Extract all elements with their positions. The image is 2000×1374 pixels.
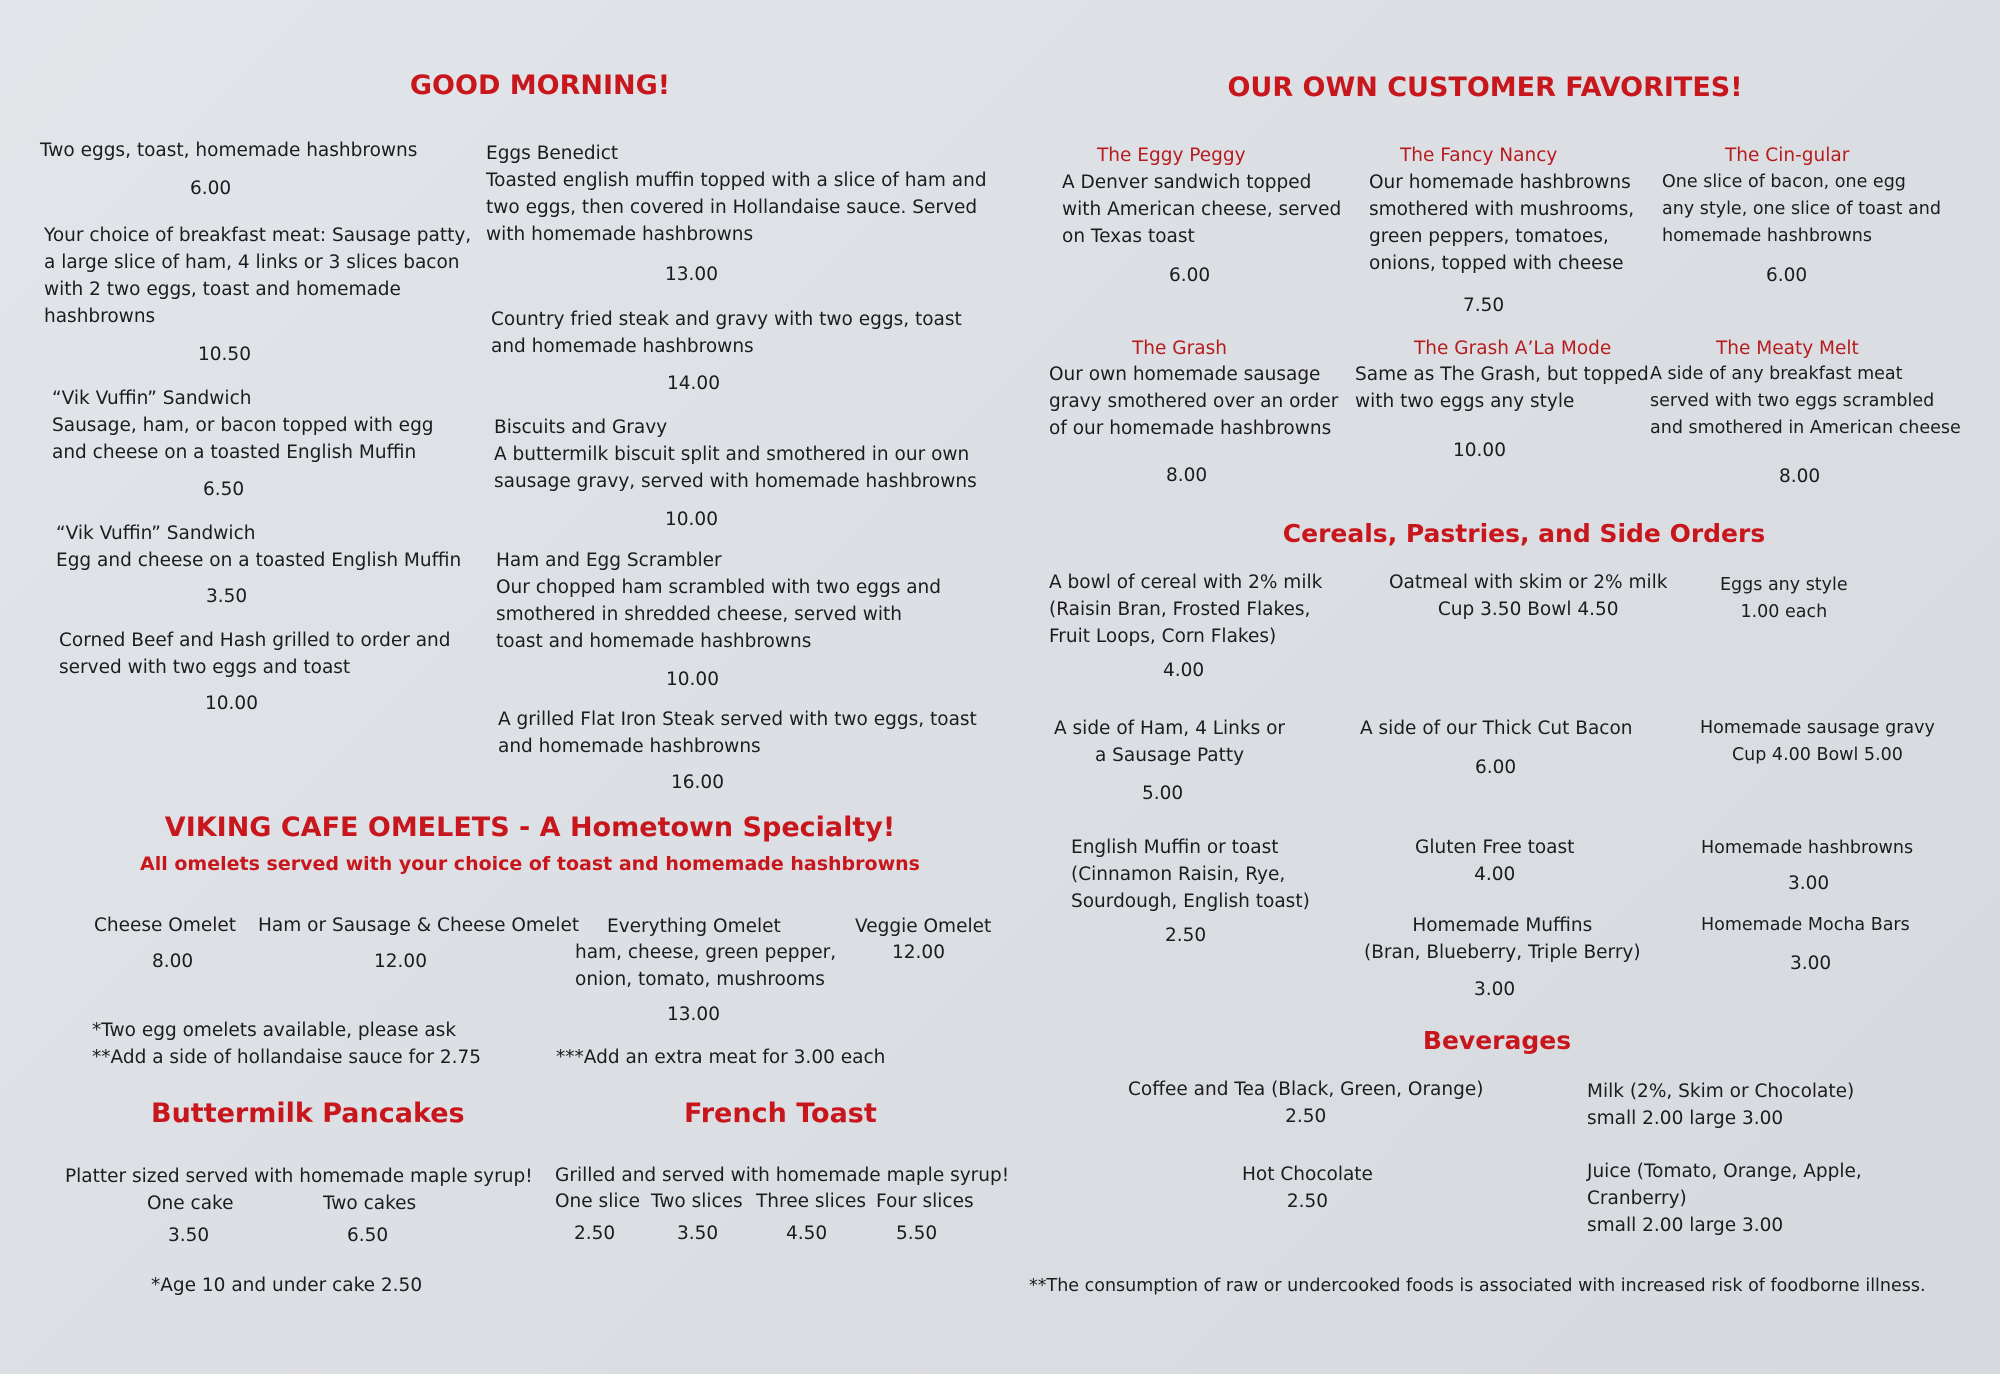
favorite-desc: A Denver sandwich topped with American cheese, served on Texas toast (1062, 172, 1342, 247)
omelet-note: *Two egg omelets available, please ask **Add a side of hollandaise sauce for 2.75 (92, 1020, 482, 1068)
omelets-subtitle: All omelets served with your choice of toast and homemade hashbrowns (140, 853, 920, 875)
menu-item-price: 16.00 (671, 772, 724, 793)
french-toast-option-price: 4.50 (786, 1223, 828, 1244)
menu-item-price: 14.00 (667, 373, 720, 394)
omelet-name: Veggie Omelet (855, 916, 992, 937)
side-desc: A bowl of cereal with 2% milk (Raisin Bran, Frosted Flakes, Fruit Loops, Corn Flakes) (1049, 572, 1323, 647)
menu-item-price: 10.00 (666, 669, 719, 690)
favorite-price: 10.00 (1453, 440, 1506, 461)
pancakes-note: *Age 10 and under cake 2.50 (151, 1275, 423, 1296)
favorites-heading: OUR OWN CUSTOMER FAVORITES! (1227, 72, 1743, 103)
pancake-option-price: 6.50 (347, 1225, 389, 1246)
menu-item-desc: Biscuits and Gravy A buttermilk biscuit split and smothered in our own sausage gravy, served with homemade hashbrowns (494, 417, 977, 492)
favorite-name: The Cin-gular (1725, 145, 1850, 166)
side-desc: A side of our Thick Cut Bacon (1360, 718, 1633, 739)
menu-item-desc: Your choice of breakfast meat: Sausage patty, a large slice of ham, 4 links or 3 slices bacon with 2 two eggs, toast and homemade hashbrowns (44, 225, 472, 327)
menu-item-price: 10.00 (665, 509, 718, 530)
menu-item-desc: “Vik Vuffin” Sandwich Sausage, ham, or bacon topped with egg and cheese on a toasted English Muffin (52, 388, 434, 463)
side-price: 3.00 (1788, 873, 1830, 894)
favorite-name: The Eggy Peggy (1097, 145, 1246, 166)
side-price: 2.50 (1165, 925, 1207, 946)
side-desc: Homemade Muffins (Bran, Blueberry, Triple Berry) (1364, 915, 1641, 963)
omelet-price: 12.00 (892, 942, 945, 963)
pancake-option-label: One cake (147, 1193, 234, 1214)
french-toast-option-label: Four slices (876, 1191, 974, 1212)
side-price: 3.00 (1474, 979, 1516, 1000)
favorite-name: The Grash (1132, 338, 1227, 359)
side-price: 5.00 (1142, 783, 1184, 804)
menu-item-price: 6.00 (190, 178, 232, 199)
side-desc: Homemade Mocha Bars (1701, 915, 1910, 935)
favorite-price: 6.00 (1169, 265, 1211, 286)
menu-item-desc: Two eggs, toast, homemade hashbrowns (40, 140, 418, 161)
side-desc: English Muffin or toast (Cinnamon Raisin, Rye, Sourdough, English toast) (1071, 837, 1310, 912)
french-toast-option-label: Two slices (651, 1191, 743, 1212)
omelet-price: 13.00 (667, 1004, 720, 1025)
side-price: 6.00 (1475, 757, 1517, 778)
good-morning-heading: GOOD MORNING! (409, 70, 671, 101)
omelet-note: ***Add an extra meat for 3.00 each (556, 1047, 886, 1068)
menu-item-desc: Country fried steak and gravy with two eggs, toast and homemade hashbrowns (491, 309, 962, 357)
beverage-desc: Juice (Tomato, Orange, Apple, Cranberry) small 2.00 large 3.00 (1587, 1161, 1862, 1236)
favorite-desc: Our homemade hashbrowns smothered with mushrooms, green peppers, tomatoes, onions, topped with cheese (1369, 172, 1635, 274)
favorite-desc: A side of any breakfast meat served with two eggs scrambled and smothered in American cheese (1650, 364, 1961, 438)
pancakes-desc: Platter sized served with homemade maple syrup! (65, 1166, 533, 1187)
french-toast-heading: French Toast (684, 1098, 877, 1129)
french-toast-option-price: 3.50 (677, 1223, 719, 1244)
menu-item-desc: Corned Beef and Hash grilled to order and served with two eggs and toast (59, 630, 451, 678)
side-price: 4.00 (1163, 660, 1205, 681)
omelet-desc: ham, cheese, green pepper, onion, tomato, mushrooms (575, 942, 837, 990)
menu-item-price: 10.00 (205, 693, 258, 714)
omelet-name: Everything Omelet (607, 916, 781, 937)
omelet-name: Cheese Omelet (94, 915, 237, 936)
beverage-desc: Hot Chocolate 2.50 (1242, 1164, 1373, 1212)
favorite-name: The Fancy Nancy (1400, 145, 1558, 166)
favorite-name: The Meaty Melt (1716, 338, 1859, 359)
favorite-desc: Same as The Grash, but topped with two eggs any style (1355, 364, 1649, 412)
favorite-name: The Grash A’La Mode (1414, 338, 1612, 359)
beverage-desc: Coffee and Tea (Black, Green, Orange) 2.50 (1128, 1079, 1484, 1127)
pancake-option-price: 3.50 (168, 1225, 210, 1246)
side-price: 3.00 (1790, 953, 1832, 974)
side-desc: Homemade hashbrowns (1701, 838, 1914, 858)
beverage-desc: Milk (2%, Skim or Chocolate) small 2.00 large 3.00 (1587, 1081, 1855, 1129)
menu-item-desc: “Vik Vuffin” Sandwich Egg and cheese on a toasted English Muffin (56, 523, 462, 571)
french-toast-option-price: 2.50 (574, 1223, 616, 1244)
menu-item-desc: Eggs Benedict Toasted english muffin topped with a slice of ham and two eggs, then covered in Hollandaise sauce. Served with homemade hashbrowns (486, 143, 987, 245)
omelet-name: Ham or Sausage & Cheese Omelet (258, 915, 580, 936)
side-desc: Gluten Free toast 4.00 (1415, 837, 1575, 885)
favorite-price: 6.00 (1766, 265, 1808, 286)
menu-item-price: 10.50 (198, 344, 251, 365)
omelet-price: 12.00 (374, 951, 427, 972)
favorite-desc: One slice of bacon, one egg any style, one slice of toast and homemade hashbrowns (1662, 172, 1941, 246)
pancakes-heading: Buttermilk Pancakes (151, 1098, 465, 1129)
menu-item-price: 3.50 (206, 586, 248, 607)
french-toast-option-label: Three slices (756, 1191, 866, 1212)
favorite-price: 8.00 (1779, 466, 1821, 487)
omelet-price: 8.00 (152, 951, 194, 972)
omelets-heading: VIKING CAFE OMELETS - A Hometown Specialty! (164, 812, 896, 843)
side-desc: Oatmeal with skim or 2% milk Cup 3.50 Bowl 4.50 (1389, 572, 1668, 620)
sides-heading: Cereals, Pastries, and Side Orders (1282, 519, 1766, 548)
french-toast-option-label: One slice (555, 1191, 641, 1212)
side-desc: A side of Ham, 4 Links or a Sausage Patty (1054, 718, 1286, 766)
favorite-price: 7.50 (1463, 295, 1505, 316)
food-safety-disclaimer: **The consumption of raw or undercooked foods is associated with increased risk of foodborne illness. (1029, 1276, 1926, 1296)
favorite-desc: Our own homemade sausage gravy smothered over an order of our homemade hashbrowns (1049, 364, 1339, 439)
beverages-heading: Beverages (1422, 1026, 1572, 1055)
side-desc: Homemade sausage gravy Cup 4.00 Bowl 5.00 (1700, 718, 1935, 765)
menu-item-price: 13.00 (665, 264, 718, 285)
french-toast-option-price: 5.50 (896, 1223, 938, 1244)
favorite-price: 8.00 (1166, 465, 1208, 486)
french-toast-desc: Grilled and served with homemade maple syrup! (555, 1165, 1010, 1186)
side-desc: Eggs any style 1.00 each (1720, 575, 1848, 622)
menu-item-price: 6.50 (203, 479, 245, 500)
menu-item-desc: Ham and Egg Scrambler Our chopped ham scrambled with two eggs and smothered in shredded cheese, served with toast and homemade hashbrowns (496, 550, 942, 652)
pancake-option-label: Two cakes (323, 1193, 417, 1214)
menu-item-desc: A grilled Flat Iron Steak served with two eggs, toast and homemade hashbrowns (498, 709, 977, 757)
